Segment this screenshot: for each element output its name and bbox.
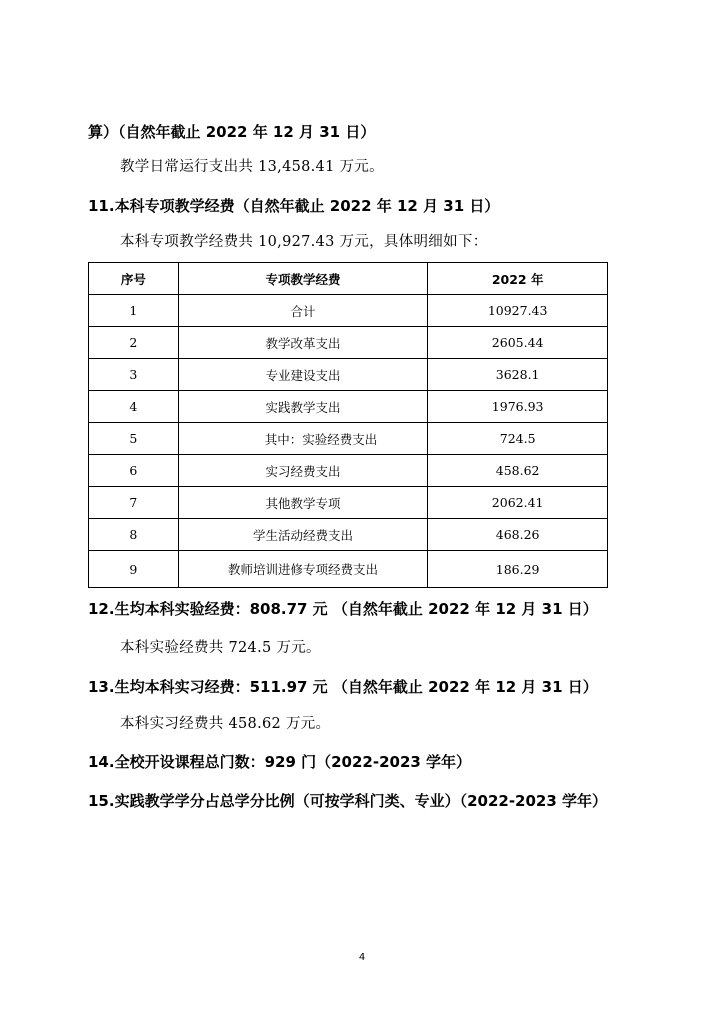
row-item: 实践教学支出	[178, 391, 428, 423]
table-row	[89, 327, 608, 359]
section-10-heading-tail: 算）（自然年截止 2022 年 12 月 31 日）	[88, 123, 376, 141]
row-index: 1	[89, 295, 179, 327]
row-index: 7	[89, 487, 179, 519]
row-amount: 2605.44	[428, 327, 608, 359]
table-row	[89, 455, 608, 487]
section-15-heading: 15.实践教学学分占总学分比例（可按学科门类、专业）（2022-2023 学年）	[88, 792, 608, 810]
section-10-text: 教学日常运行支出共 13,458.41 万元。	[120, 159, 384, 175]
column-header-index: 序号	[89, 263, 179, 295]
section-13-heading: 13.生均本科实习经费：511.97 元 （自然年截止 2022 年 12 月 31 日）	[88, 678, 598, 696]
row-item: 其他教学专项	[178, 487, 428, 519]
row-amount: 2062.41	[428, 487, 608, 519]
row-amount: 458.62	[428, 455, 608, 487]
section-14-heading: 14.全校开设课程总门数：929 门（2022-2023 学年）	[88, 753, 472, 771]
row-amount: 186.29	[428, 551, 608, 588]
section-11-text: 本科专项教学经费共 10,927.43 万元，具体明细如下：	[120, 234, 488, 250]
row-item: 合计	[178, 295, 428, 327]
row-item: 教师培训进修专项经费支出	[178, 551, 428, 588]
table-row	[89, 551, 608, 588]
table-row	[89, 487, 608, 519]
row-index: 6	[89, 455, 179, 487]
table-row	[89, 519, 608, 551]
row-amount: 724.5	[428, 423, 608, 455]
row-amount: 10927.43	[428, 295, 608, 327]
section-11-heading: 11.本科专项教学经费（自然年截止 2022 年 12 月 31 日）	[88, 197, 500, 215]
section-12-text: 本科实验经费共 724.5 万元。	[120, 640, 321, 656]
page-number: 4	[358, 952, 366, 963]
row-index: 8	[89, 519, 179, 551]
row-index: 3	[89, 359, 179, 391]
row-amount: 1976.93	[428, 391, 608, 423]
row-index: 2	[89, 327, 179, 359]
row-item: 其中：实验经费支出	[178, 423, 428, 455]
row-index: 9	[89, 551, 179, 588]
funding-table	[88, 262, 608, 588]
table-row	[89, 391, 608, 423]
row-amount: 3628.1	[428, 359, 608, 391]
table-row	[89, 359, 608, 391]
row-index: 5	[89, 423, 179, 455]
row-amount: 468.26	[428, 519, 608, 551]
column-header-item: 专项教学经费	[178, 263, 428, 295]
row-item: 教学改革支出	[178, 327, 428, 359]
row-item: 实习经费支出	[178, 455, 428, 487]
row-index: 4	[89, 391, 179, 423]
row-item: 专业建设支出	[178, 359, 428, 391]
table-row	[89, 295, 608, 327]
table-header-row	[89, 263, 608, 295]
section-13-text: 本科实习经费共 458.62 万元。	[120, 716, 331, 732]
table-row	[89, 423, 608, 455]
column-header-year: 2022 年	[428, 263, 608, 295]
section-12-heading: 12.生均本科实验经费：808.77 元 （自然年截止 2022 年 12 月 31 日）	[88, 600, 598, 618]
row-item: 学生活动经费支出	[178, 519, 428, 551]
